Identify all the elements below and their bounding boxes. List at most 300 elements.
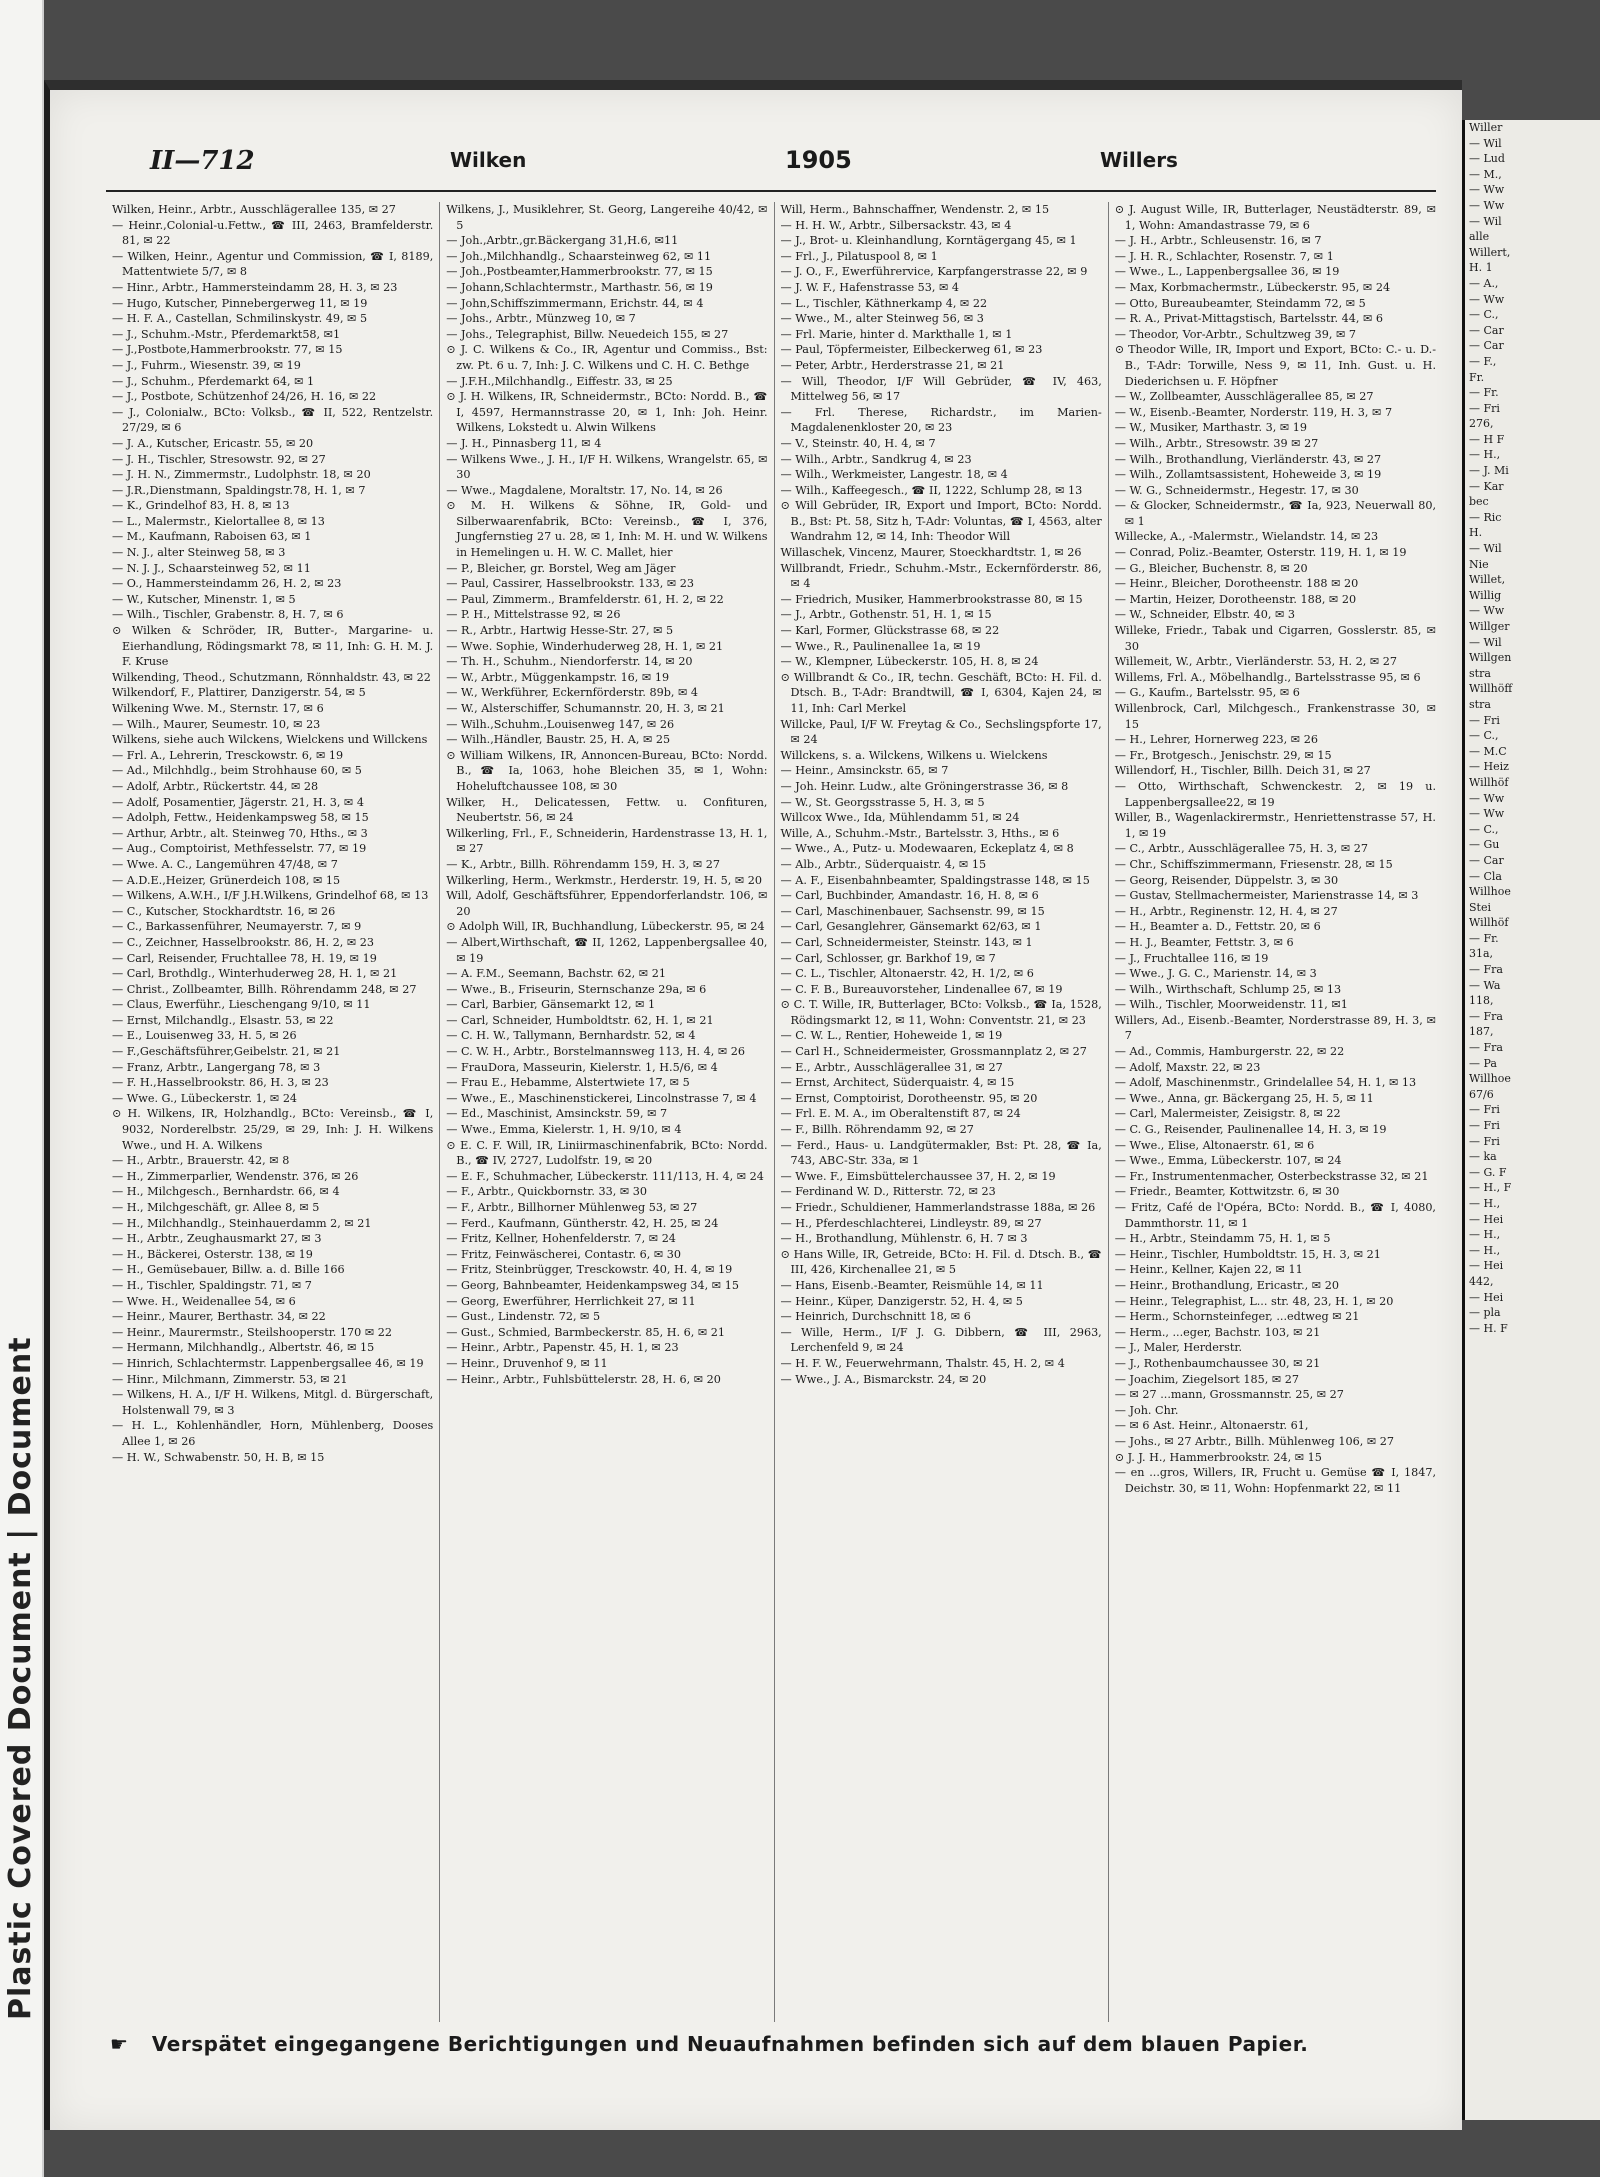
directory-entry: — W., St. Georgsstrasse 5, H. 3, ✉ 5 xyxy=(780,795,985,809)
directory-entry: — Wilh., Brothandlung, Vierländerstr. 43, ✉ 27 xyxy=(1114,452,1382,466)
side-page-fragment: — H., xyxy=(1469,448,1501,462)
side-page-fragment: Fr. xyxy=(1469,370,1485,384)
directory-entry: Willckens, s. a. Wilckens, Wilkens u. Wielckens xyxy=(780,748,1048,762)
directory-entry: Will, Adolf, Geschäftsführer, Eppendorferlandstr. 106, ✉ 20 xyxy=(446,889,768,918)
directory-entry: — Otto, Bureaubeamter, Steindamm 72, ✉ 5 xyxy=(1114,296,1366,310)
directory-entry: — Heinr., Brothandlung, Ericastr., ✉ 20 xyxy=(1114,1278,1339,1292)
directory-entry: — Wilh., Arbtr., Stresowstr. 39 ✉ 27 xyxy=(1114,436,1319,450)
directory-entry: — Ad., Milchhdlg., beim Strohhause 60, ✉ 5 xyxy=(112,764,362,778)
directory-entry: — H., Brothandlung, Mühlenstr. 6, H. 7 ✉ 3 xyxy=(780,1232,1028,1246)
directory-entry: — H., Milchgeschäft, gr. Allee 8, ✉ 5 xyxy=(112,1201,320,1214)
directory-entry: Wilkending, Theod., Schutzmann, Rönnhaldstr. 43, ✉ 22 xyxy=(112,670,431,684)
directory-entry: Wille, A., Schuhm.-Mstr., Bartelsstr. 3, Hths., ✉ 6 xyxy=(780,826,1060,840)
side-page-fragment: Willhöff xyxy=(1469,682,1513,696)
directory-entry: Wilkerling, Frl., F., Schneiderin, Hardenstrasse 13, H. 1, ✉ 27 xyxy=(446,826,768,856)
directory-entry: ⊙ M. H. Wilkens & Söhne, IR, Gold- und Silberwaarenfabrik, BCto: Vereinsb., ☎ I, 376, Jungfernstieg 27 u. 28, ✉ 1, Inh: M. H. und W. Wilkens in Hemelingen u. H. W. C. Mallet, hier xyxy=(446,499,768,560)
directory-entry: — H., Zimmerparlier, Wendenstr. 376, ✉ 26 xyxy=(112,1169,359,1183)
directory-entry: Wilkendorf, F., Plattirer, Danzigerstr. 54, ✉ 5 xyxy=(112,686,366,700)
directory-entry: Willems, Frl. A., Möbelhandlg., Bartelsstrasse 95, ✉ 6 xyxy=(1114,670,1421,684)
directory-entry: — Heinr., Maurermstr., Steilshooperstr. 170 ✉ 22 xyxy=(112,1325,392,1339)
directory-entry: — Chr., Schiffszimmermann, Friesenstr. 28, ✉ 15 xyxy=(1114,857,1393,871)
side-page-fragment: — Fra xyxy=(1469,1041,1503,1055)
directory-entry: — L., Tischler, Käthnerkamp 4, ✉ 22 xyxy=(780,296,988,310)
directory-entry: — Joh. Heinr. Ludw., alte Gröningerstrasse 36, ✉ 8 xyxy=(780,779,1069,793)
directory-entry: — H., Arbtr., Steindamm 75, H. 1, ✉ 5 xyxy=(1114,1232,1331,1246)
directory-entry: — W. G., Schneidermstr., Hegestr. 17, ✉ 30 xyxy=(1114,483,1359,497)
side-page-fragment: Willhöf xyxy=(1469,916,1509,930)
directory-entry: — Johs., ✉ 27 Arbtr., Billh. Mühlenweg 106, ✉ 27 xyxy=(1114,1434,1395,1448)
directory-entry: — Heinr., Bleicher, Dorotheenstr. 188 ✉ 20 xyxy=(1114,577,1359,591)
directory-entry: — Carl, Reisender, Fruchtallee 78, H. 19, ✉ 19 xyxy=(112,951,377,965)
directory-entry: — R., Arbtr., Hartwig Hesse-Str. 27, ✉ 5 xyxy=(446,624,674,638)
directory-entry: — E. F., Schuhmacher, Lübeckerstr. 111/113, H. 4, ✉ 24 xyxy=(446,1169,764,1183)
directory-entry: — N. J., alter Steinweg 58, ✉ 3 xyxy=(112,546,286,560)
directory-entry: ⊙ J. H. Wilkens, IR, Schneidermstr., BCto: Nordd. B., ☎ I, 4597, Hermannstrasse 20, ✉ 1, Inh: Joh. Heinr. Wilkens, Lokstedt u. Alwin Wilkens xyxy=(446,390,768,435)
directory-entry: — Wwe., R., Paulinenallee 1a, ✉ 19 xyxy=(780,639,981,653)
directory-entry: — J. W. F., Hafenstrasse 53, ✉ 4 xyxy=(780,280,960,294)
side-page-fragment: — Fri xyxy=(1469,1134,1500,1148)
directory-entry: — Frl. Marie, hinter d. Markthalle 1, ✉ 1 xyxy=(780,327,1013,341)
directory-entry: — O., Hammersteindamm 26, H. 2, ✉ 23 xyxy=(112,577,342,591)
directory-entry: — Wilh., Tischler, Moorweidenstr. 11, ✉1 xyxy=(1114,998,1348,1012)
directory-entry: — Wwe., J. A., Bismarckstr. 24, ✉ 20 xyxy=(780,1372,987,1386)
directory-entry: — Johs., Telegraphist, Billw. Neuedeich 155, ✉ 27 xyxy=(446,327,729,341)
directory-entry: — Ed., Maschinist, Amsinckstr. 59, ✉ 7 xyxy=(446,1107,668,1121)
side-page-fragment: — H F xyxy=(1469,432,1505,446)
directory-entry: — H., Arbtr., Reginenstr. 12, H. 4, ✉ 27 xyxy=(1114,904,1338,918)
directory-entry: Willcox Wwe., Ida, Mühlendamm 51, ✉ 24 xyxy=(780,811,1020,825)
directory-entry: — Ernst, Architect, Süderquaistr. 4, ✉ 15 xyxy=(780,1076,1015,1090)
directory-entry: — Wilh., Arbtr., Sandkrug 4, ✉ 23 xyxy=(780,452,972,466)
side-page-fragment: — Ww xyxy=(1469,198,1505,212)
column-1 xyxy=(106,202,440,2022)
directory-entry: — H., Lehrer, Hornerweg 223, ✉ 26 xyxy=(1114,733,1318,747)
directory-entry: — J., Colonialw., BCto: Volksb., ☎ II, 522, Rentzelstr. 27/29, ✉ 6 xyxy=(112,405,434,435)
directory-entry: — Adolf, Maschinenmstr., Grindelallee 54, H. 1, ✉ 13 xyxy=(1114,1076,1417,1090)
side-page-fragment: — Hei xyxy=(1469,1290,1504,1304)
directory-entry: — J., Fuhrm., Wiesenstr. 39, ✉ 19 xyxy=(112,358,301,372)
directory-entry: — J.,Postbote,Hammerbrookstr. 77, ✉ 15 xyxy=(112,343,343,357)
side-page-fragment: — Kar xyxy=(1469,479,1504,493)
directory-entry: — H. W., Schwabenstr. 50, H. B, ✉ 15 xyxy=(112,1450,325,1464)
directory-entry: — F.,Geschäftsführer,Geibelstr. 21, ✉ 21 xyxy=(112,1045,341,1059)
side-page-fragment: — H. F xyxy=(1469,1321,1508,1335)
directory-entry: — Wilh.,Schuhm.,Louisenweg 147, ✉ 26 xyxy=(446,717,675,731)
directory-entry: — Joh.,Arbtr.,gr.Bäckergang 31,H.6, ✉11 xyxy=(446,234,679,248)
directory-entry: Willcke, Paul, I/F W. Freytag & Co., Sechslingspforte 17, ✉ 24 xyxy=(780,717,1102,747)
directory-entry: — J.R.,Dienstmann, Spaldingstr.78, H. 1, ✉ 7 xyxy=(112,483,366,497)
directory-entry: — Wwe., Emma, Lübeckerstr. 107, ✉ 24 xyxy=(1114,1154,1342,1168)
directory-entry: — Wilh., Werkmeister, Langestr. 18, ✉ 4 xyxy=(780,468,1008,482)
side-page-fragment: — Cla xyxy=(1469,869,1502,883)
directory-entry: Wilkening Wwe. M., Sternstr. 17, ✉ 6 xyxy=(112,702,324,715)
directory-entry: ⊙ Hans Wille, IR, Getreide, BCto: H. Fil. d. Dtsch. B., ☎ III, 426, Kirchenallee 21, ✉ 5 xyxy=(780,1247,1102,1277)
directory-entry: — Carl, Barbier, Gänsemarkt 12, ✉ 1 xyxy=(446,998,656,1012)
directory-entry: — C., Zeichner, Hasselbrookstr. 86, H. 2, ✉ 23 xyxy=(112,935,375,949)
directory-entry: — W., Musiker, Marthastr. 3, ✉ 19 xyxy=(1114,421,1308,435)
side-page-fragment: 118, xyxy=(1469,994,1494,1008)
side-page-fragment: Willert, xyxy=(1469,245,1511,259)
directory-entry: ⊙ Adolph Will, IR, Buchhandlung, Lübeckerstr. 95, ✉ 24 xyxy=(446,920,765,934)
directory-entry: — H., Arbtr., Zeughausmarkt 27, ✉ 3 xyxy=(112,1232,322,1246)
directory-entry: — ✉ 27 ...mann, Grossmannstr. 25, ✉ 27 xyxy=(1114,1388,1344,1402)
directory-page xyxy=(44,80,1462,2130)
side-page-fragment: Willer xyxy=(1469,121,1503,134)
side-page-fragment: — C., xyxy=(1469,308,1499,322)
directory-entry: — Joh.,Postbeamter,Hammerbrookstr. 77, ✉ 15 xyxy=(446,265,713,279)
directory-entry: — N. J. J., Schaarsteinweg 52, ✉ 11 xyxy=(112,561,311,575)
directory-entry: — C., Barkassenführer, Neumayerstr. 7, ✉ 9 xyxy=(112,920,362,934)
side-page-fragment: Nie xyxy=(1469,557,1489,571)
directory-entry: — J., Fruchtallee 116, ✉ 19 xyxy=(1114,951,1269,965)
spine-label: Plastic Covered Document | Document xyxy=(3,1336,38,2020)
side-page-fragment: — M.C xyxy=(1469,744,1507,758)
directory-entry: — Heinr.,Colonial-u.Fettw., ☎ III, 2463, Bramfelderstr. 81, ✉ 22 xyxy=(112,218,434,248)
side-page-fragment: Willig xyxy=(1469,588,1502,602)
directory-entry: — Fritz, Kellner, Hohenfelderstr. 7, ✉ 24 xyxy=(446,1232,676,1246)
directory-entry: — Hans, Eisenb.-Beamter, Reismühle 14, ✉ 11 xyxy=(780,1278,1044,1292)
side-page-fragment: — Ww xyxy=(1469,791,1505,805)
directory-entry: — Wilh., Wirthschaft, Schlump 25, ✉ 13 xyxy=(1114,982,1342,996)
directory-entry: — Wilkens, H. A., I/F H. Wilkens, Mitgl. d. Bürgerschaft, Holstenwall 79, ✉ 3 xyxy=(112,1388,434,1417)
side-page-fragment: Willet, xyxy=(1469,573,1506,587)
side-page-fragment: stra xyxy=(1469,697,1491,711)
directory-entry: — Wwe., Elise, Altonaerstr. 61, ✉ 6 xyxy=(1114,1138,1315,1152)
directory-entry: — Theodor, Vor-Arbtr., Schultzweg 39, ✉ 7 xyxy=(1114,327,1357,341)
directory-entry: Willbrandt, Friedr., Schuhm.-Mstr., Eckernförderstr. 86, ✉ 4 xyxy=(780,561,1102,591)
directory-entry: Will, Herm., Bahnschaffner, Wendenstr. 2, ✉ 15 xyxy=(780,203,1050,216)
directory-entry: — Frl. A., Lehrerin, Tresckowstr. 6, ✉ 19 xyxy=(112,748,344,762)
side-page-fragment: — Gu xyxy=(1469,838,1500,852)
directory-entry: — W., Zollbeamter, Ausschlägerallee 85, ✉ 27 xyxy=(1114,390,1374,404)
header-year: 1905 xyxy=(785,146,852,174)
side-page-fragment: — Wil xyxy=(1469,214,1502,228)
header-right-word: Willers xyxy=(1100,148,1178,172)
directory-entry: — ✉ 6 Ast. Heinr., Altonaerstr. 61, xyxy=(1114,1419,1309,1433)
directory-entry: ⊙ Will Gebrüder, IR, Export und Import, BCto: Nordd. B., Bst: Pt. 58, Sitz h, T-Adr: Voluntas, ☎ I, 4563, alter Wandrahm 12, ✉ 14, Inh: Theodor Will xyxy=(780,499,1102,544)
side-page-fragment: — Hei xyxy=(1469,1259,1504,1273)
directory-entry: Willendorf, H., Tischler, Billh. Deich 31, ✉ 27 xyxy=(1114,764,1371,778)
directory-entry: — Heinr., Kellner, Kajen 22, ✉ 11 xyxy=(1114,1263,1303,1277)
side-page-fragment: 442, xyxy=(1469,1274,1494,1288)
directory-entry: — Heinr., Arbtr., Fuhlsbüttelerstr. 28, H. 6, ✉ 20 xyxy=(446,1372,721,1386)
directory-entry: — Georg, Reisender, Düppelstr. 3, ✉ 30 xyxy=(1114,873,1339,887)
header-rule xyxy=(106,190,1436,192)
directory-entry: Wilker, H., Delicatessen, Fettw. u. Confituren, Neubertstr. 56, ✉ 24 xyxy=(446,795,768,825)
directory-entry: — J., Rothenbaumchaussee 30, ✉ 21 xyxy=(1114,1356,1321,1370)
directory-entry: — C. G., Reisender, Paulinenallee 14, H. 3, ✉ 19 xyxy=(1114,1123,1387,1137)
directory-entry: — Wwe. A. C., Langemühren 47/48, ✉ 7 xyxy=(112,857,338,871)
directory-entry: — Fritz, Feinwäscherei, Contastr. 6, ✉ 30 xyxy=(446,1247,682,1261)
directory-entry: — C. F. B., Bureauvorsteher, Lindenallee 67, ✉ 19 xyxy=(780,982,1063,996)
directory-entry: — W., Alsterschiffer, Schumannstr. 20, H. 3, ✉ 21 xyxy=(446,702,725,715)
directory-entry: — Paul, Zimmerm., Bramfelderstr. 61, H. 2, ✉ 22 xyxy=(446,592,724,606)
directory-entry: — Carl, Maschinenbauer, Sachsenstr. 99, ✉ 15 xyxy=(780,904,1045,918)
side-page-fragment: — Ww xyxy=(1469,292,1505,306)
directory-entry: — Heinr., Küper, Danzigerstr. 52, H. 4, ✉ 5 xyxy=(780,1294,1023,1308)
directory-entry: — Hinr., Arbtr., Hammersteindamm 28, H. 3, ✉ 23 xyxy=(112,280,398,294)
directory-entry: — Friedrich, Musiker, Hammerbrookstrasse 80, ✉ 15 xyxy=(780,592,1083,606)
directory-entry: — J. H. N., Zimmermstr., Ludolphstr. 18, ✉ 20 xyxy=(112,468,371,482)
directory-entry: — Heinr., Druvenhof 9, ✉ 11 xyxy=(446,1356,608,1370)
directory-entry: Willemeit, W., Arbtr., Vierländerstr. 53, H. 2, ✉ 27 xyxy=(1114,655,1397,669)
directory-entry: — F., Billh. Röhrendamm 92, ✉ 27 xyxy=(780,1123,974,1137)
directory-entry: — E., Arbtr., Ausschlägerallee 31, ✉ 27 xyxy=(780,1060,1003,1074)
directory-entry: — H. F. A., Castellan, Schmilinskystr. 49, ✉ 5 xyxy=(112,312,368,326)
directory-entry: — C. W. H., Arbtr., Borstelmannsweg 113, H. 4, ✉ 26 xyxy=(446,1045,746,1059)
directory-entry: — Wwe., J. G. C., Marienstr. 14, ✉ 3 xyxy=(1114,967,1317,981)
footer-note: Verspätet eingegangene Berichtigungen und Neuaufnahmen befinden sich auf dem blauen Papier. xyxy=(151,2032,1309,2056)
side-page-fragment: — H., xyxy=(1469,1196,1501,1210)
side-page-fragment: 276, xyxy=(1469,417,1494,431)
side-page-fragment: — Fra xyxy=(1469,963,1503,977)
directory-entry: — J. A., Kutscher, Ericastr. 55, ✉ 20 xyxy=(112,436,314,450)
directory-entry: — Johs., Arbtr., Münzweg 10, ✉ 7 xyxy=(446,312,636,326)
directory-columns xyxy=(106,202,1442,2022)
column-3 xyxy=(775,202,1109,2022)
directory-entry: — J., Schuhm.-Mstr., Pferdemarkt58, ✉1 xyxy=(112,327,341,341)
side-page-fragment: — Hei xyxy=(1469,1212,1504,1226)
directory-entry: — J. O., F., Ewerführervice, Karpfangerstrasse 22, ✉ 9 xyxy=(780,265,1088,279)
header-left-word: Wilken xyxy=(450,148,527,172)
side-page-fragment: — Ww xyxy=(1469,183,1505,197)
side-page-fragment: — A., xyxy=(1469,276,1499,290)
pointing-hand-icon: ☛ xyxy=(110,2032,129,2056)
directory-entry: — Th. H., Schuhm., Niendorferstr. 14, ✉ 20 xyxy=(446,655,693,669)
directory-entry: — C. L., Tischler, Altonaerstr. 42, H. 1/2, ✉ 6 xyxy=(780,967,1034,981)
directory-entry: — Frau E., Hebamme, Alstertwiete 17, ✉ 5 xyxy=(446,1076,690,1090)
directory-entry: — Heinr., Amsinckstr. 65, ✉ 7 xyxy=(780,764,949,778)
directory-entry: — en ...gros, Willers, IR, Frucht u. Gemüse ☎ I, 1847, Deichstr. 30, ✉ 11, Wohn: Hopfenmarkt 22, ✉ 11 xyxy=(1114,1466,1436,1495)
directory-entry: — Hinr., Milchmann, Zimmerstr. 53, ✉ 21 xyxy=(112,1372,348,1386)
directory-entry: — Wilh., Kaffeegesch., ☎ II, 1222, Schlump 28, ✉ 13 xyxy=(780,483,1083,497)
directory-entry: ⊙ Wilken & Schröder, IR, Butter-, Margarine- u. Eierhandlung, Rödingsmarkt 78, ✉ 11, Inh: G. H. M. J. F. Kruse xyxy=(112,624,434,669)
directory-entry: — M., Kaufmann, Raboisen 63, ✉ 1 xyxy=(112,530,312,544)
directory-entry: Wilkerling, Herm., Werkmstr., Herderstr. 19, H. 5, ✉ 20 xyxy=(446,873,762,887)
side-page-fragment: — Fr. xyxy=(1469,931,1499,945)
side-page-fragment: alle xyxy=(1469,230,1490,244)
directory-entry: — P., Bleicher, gr. Borstel, Weg am Jäger xyxy=(446,561,676,575)
side-page-fragment: — H., xyxy=(1469,1228,1501,1242)
directory-entry: — Conrad, Poliz.-Beamter, Osterstr. 119, H. 1, ✉ 19 xyxy=(1114,546,1407,560)
directory-entry: — J., Postbote, Schützenhof 24/26, H. 16, ✉ 22 xyxy=(112,390,377,404)
directory-entry: — Carl, Schneidermeister, Steinstr. 143, ✉ 1 xyxy=(780,935,1033,949)
side-page-fragment: — C., xyxy=(1469,822,1499,836)
directory-entry: — W., Eisenb.-Beamter, Norderstr. 119, H. 3, ✉ 7 xyxy=(1114,405,1393,419)
side-page-fragment: — Ric xyxy=(1469,510,1502,524)
directory-entry: — H., Gemüsebauer, Billw. a. d. Bille 166 xyxy=(112,1263,345,1277)
directory-entry: — Wilh., Zollamtsassistent, Hoheweide 3, ✉ 19 xyxy=(1114,468,1382,482)
directory-entry: — Paul, Cassirer, Hasselbrookstr. 133, ✉ 23 xyxy=(446,577,695,591)
side-page-fragment: — G. F xyxy=(1469,1165,1507,1179)
directory-entry: — Johann,Schlachtermstr., Marthastr. 56, ✉ 19 xyxy=(446,280,713,294)
directory-entry: — Albert,Wirthschaft, ☎ II, 1262, Lappenbergsallee 40, ✉ 19 xyxy=(446,935,768,965)
directory-entry: — & Glocker, Schneidermstr., ☎ Ia, 923, Neuerwall 80, ✉ 1 xyxy=(1114,499,1436,528)
side-page-fragment: Willgen xyxy=(1469,651,1512,665)
directory-entry: — Claus, Ewerführ., Lieschengang 9/10, ✉ 11 xyxy=(112,998,371,1012)
side-page-fragment: — Fri xyxy=(1469,401,1500,415)
directory-entry: — Wwe. F., Eimsbüttelerchaussee 37, H. 2, ✉ 19 xyxy=(780,1169,1056,1183)
directory-entry: — Joh. Chr. xyxy=(1114,1403,1179,1417)
directory-entry: — Wilkens, A.W.H., I/F J.H.Wilkens, Grindelhof 68, ✉ 13 xyxy=(112,889,429,903)
directory-entry: — W., Arbtr., Müggenkampstr. 16, ✉ 19 xyxy=(446,670,670,684)
directory-entry: — Ferd., Kaufmann, Güntherstr. 42, H. 25, ✉ 24 xyxy=(446,1216,719,1230)
directory-entry: — Max, Korbmachermstr., Lübeckerstr. 95, ✉ 24 xyxy=(1114,280,1391,294)
directory-entry: ⊙ H. Wilkens, IR, Holzhandlg., BCto: Vereinsb., ☎ I, 9032, Norderelbstr. 25/29, ✉ 29, Inh: J. H. Wilkens Wwe., und H. A. Wilkens xyxy=(112,1107,434,1152)
directory-entry: — H., Arbtr., Brauerstr. 42, ✉ 8 xyxy=(112,1154,290,1168)
directory-entry: — J. H., Arbtr., Schleusenstr. 16, ✉ 7 xyxy=(1114,234,1322,248)
directory-entry: — Carl, Schlosser, gr. Barkhof 19, ✉ 7 xyxy=(780,951,996,965)
directory-entry: — Wwe., M., alter Steinweg 56, ✉ 3 xyxy=(780,312,984,326)
directory-entry: Willenbrock, Carl, Milchgesch., Frankenstrasse 30, ✉ 15 xyxy=(1114,702,1436,731)
directory-entry: — A. F., Eisenbahnbeamter, Spaldingstrasse 148, ✉ 15 xyxy=(780,873,1090,887)
column-4 xyxy=(1109,202,1442,2022)
directory-entry: — F., Arbtr., Quickbornstr. 33, ✉ 30 xyxy=(446,1185,647,1199)
directory-entry: — Joachim, Ziegelsort 185, ✉ 27 xyxy=(1114,1372,1299,1386)
side-page-fragment: — Fri xyxy=(1469,713,1500,727)
directory-entry: ⊙ William Wilkens, IR, Annoncen-Bureau, BCto: Nordd. B., ☎ Ia, 1063, hohe Bleichen 35, ✉ 1, Wohn: Hoheluftchaussee 108, ✉ 30 xyxy=(446,748,768,793)
book-spine xyxy=(0,0,44,2177)
side-page-fragment: — Lud xyxy=(1469,152,1505,166)
directory-entry: — J. H., Tischler, Stresowstr. 92, ✉ 27 xyxy=(112,452,326,466)
directory-entry: — C., Kutscher, Stockhardtstr. 16, ✉ 26 xyxy=(112,904,336,918)
directory-entry: — J., Schuhm., Pferdemarkt 64, ✉ 1 xyxy=(112,374,315,388)
directory-entry: — Carl, Gesanglehrer, Gänsemarkt 62/63, ✉ 1 xyxy=(780,920,1042,934)
directory-entry: — Heinr., Maurer, Berthastr. 34, ✉ 22 xyxy=(112,1310,326,1324)
directory-entry: — Frl. E. M. A., im Oberaltenstift 87, ✉ 24 xyxy=(780,1107,1021,1121)
directory-entry: — Adolf, Arbtr., Rückertstr. 44, ✉ 28 xyxy=(112,779,319,793)
directory-entry: — Wwe., L., Lappenbergsallee 36, ✉ 19 xyxy=(1114,265,1340,279)
directory-entry: — Herm., ...eger, Bachstr. 103, ✉ 21 xyxy=(1114,1325,1321,1339)
side-page-fragment: — H., xyxy=(1469,1243,1501,1257)
directory-entry: — Joh.,Milchhandlg., Schaarsteinweg 62, ✉ 11 xyxy=(446,249,712,263)
directory-entry: — Karl, Former, Glückstrasse 68, ✉ 22 xyxy=(780,624,1000,638)
side-page-fragment: — Ww xyxy=(1469,807,1505,821)
directory-entry: — Heinr., Tischler, Humboldtstr. 15, H. 3, ✉ 21 xyxy=(1114,1247,1381,1261)
side-page-fragment: Willger xyxy=(1469,620,1510,633)
directory-entry: — Georg, Ewerführer, Herrlichkeit 27, ✉ 11 xyxy=(446,1294,696,1308)
directory-entry: — Fritz, Steinbrügger, Tresckowstr. 40, H. 4, ✉ 19 xyxy=(446,1263,733,1277)
directory-entry: — Franz, Arbtr., Langergang 78, ✉ 3 xyxy=(112,1060,321,1074)
directory-entry: — J., Maler, Herderstr. xyxy=(1114,1341,1243,1355)
directory-entry: — H. H. W., Arbtr., Silbersackstr. 43, ✉ 4 xyxy=(780,218,1012,232)
directory-entry: — Carl, Buchbinder, Amandastr. 16, H. 8, ✉ 6 xyxy=(780,889,1039,903)
directory-entry: — Martin, Heizer, Dorotheenstr. 188, ✉ 20 xyxy=(1114,592,1357,606)
directory-entry: — A. F.M., Seemann, Bachstr. 62, ✉ 21 xyxy=(446,967,666,981)
side-page-fragment: stra xyxy=(1469,666,1491,680)
directory-entry: — G., Kaufm., Bartelsstr. 95, ✉ 6 xyxy=(1114,686,1300,700)
directory-entry: — H. J., Beamter, Fettstr. 3, ✉ 6 xyxy=(1114,935,1294,949)
directory-entry: — Gustav, Stellmachermeister, Marienstrasse 14, ✉ 3 xyxy=(1114,889,1419,903)
page-number: II—712 xyxy=(150,146,255,176)
directory-entry: — Fr., Instrumentenmacher, Osterbeckstrasse 32, ✉ 21 xyxy=(1114,1169,1429,1183)
directory-entry: — Wilh., Tischler, Grabenstr. 8, H. 7, ✉ 6 xyxy=(112,608,344,622)
directory-entry: — Wwe., A., Putz- u. Modewaaren, Eckeplatz 4, ✉ 8 xyxy=(780,842,1074,856)
side-page-fragment: — Ww xyxy=(1469,604,1505,618)
directory-entry: — Adolf, Posamentier, Jägerstr. 21, H. 3, ✉ 4 xyxy=(112,795,364,809)
directory-entry: — Arthur, Arbtr., alt. Steinweg 70, Hths., ✉ 3 xyxy=(112,826,368,840)
directory-entry: — Herm., Schornsteinfeger, ...edtweg ✉ 21 xyxy=(1114,1310,1360,1324)
side-page-fragment: — Wil xyxy=(1469,136,1502,150)
side-page-fragment: — M., xyxy=(1469,167,1502,181)
directory-entry: — W., Kutscher, Minenstr. 1, ✉ 5 xyxy=(112,592,296,606)
directory-entry: — Wilkens Wwe., J. H., I/F H. Wilkens, Wrangelstr. 65, ✉ 30 xyxy=(446,452,768,482)
directory-entry: — Paul, Töpfermeister, Eilbeckerweg 61, ✉ 23 xyxy=(780,343,1043,357)
directory-entry: — Wilh., Maurer, Seumestr. 10, ✉ 23 xyxy=(112,717,321,731)
directory-entry: — J.F.H.,Milchhandlg., Eiffestr. 33, ✉ 25 xyxy=(446,374,673,388)
side-page-fragment: — Car xyxy=(1469,323,1504,337)
directory-entry: — E., Louisenweg 33, H. 5, ✉ 26 xyxy=(112,1029,297,1043)
side-page-fragment: — Fri xyxy=(1469,1103,1500,1117)
directory-entry: — V., Steinstr. 40, H. 4, ✉ 7 xyxy=(780,436,936,450)
directory-entry: — W., Werkführer, Eckernförderstr. 89b, ✉ 4 xyxy=(446,686,699,700)
directory-entry: — Otto, Wirthschaft, Schwenckestr. 2, ✉ 19 u. Lappenbergsallee22, ✉ 19 xyxy=(1114,779,1436,809)
directory-entry: Wilkens, J., Musiklehrer, St. Georg, Langereihe 40/42, ✉ 5 xyxy=(446,203,768,232)
side-page-fragment: — Wil xyxy=(1469,635,1502,649)
side-page-fragment: — Car xyxy=(1469,853,1504,867)
directory-entry: Wilken, Heinr., Arbtr., Ausschlägerallee 135, ✉ 27 xyxy=(112,203,396,216)
directory-entry: — P. H., Mittelstrasse 92, ✉ 26 xyxy=(446,608,621,622)
directory-entry: — H., Pferdeschlachterei, Lindleystr. 89, ✉ 27 xyxy=(780,1216,1042,1230)
side-page-fragment: — Pa xyxy=(1469,1056,1497,1070)
directory-entry: — R. A., Privat-Mittagstisch, Bartelsstr. 44, ✉ 6 xyxy=(1114,312,1384,326)
directory-entry: — H., Beamter a. D., Fettstr. 20, ✉ 6 xyxy=(1114,920,1321,934)
directory-entry: — Wwe., B., Friseurin, Sternschanze 29a, ✉ 6 xyxy=(446,982,707,996)
directory-entry: — Wwe., E., Maschinenstickerei, Lincolnstrasse 7, ✉ 4 xyxy=(446,1091,757,1105)
directory-entry: — Hermann, Milchhandlg., Albertstr. 46, ✉ 15 xyxy=(112,1341,375,1355)
side-page-fragment: — Wa xyxy=(1469,978,1501,992)
directory-entry: — Frl., J., Pilatuspool 8, ✉ 1 xyxy=(780,249,938,263)
directory-entry: — A.D.E.,Heizer, Grünerdeich 108, ✉ 15 xyxy=(112,873,341,887)
directory-entry: — Christ., Zollbeamter, Billh. Röhrendamm 248, ✉ 27 xyxy=(112,982,417,996)
directory-entry: — H. L., Kohlenhändler, Horn, Mühlenberg, Dooses Allee 1, ✉ 26 xyxy=(112,1419,434,1448)
directory-entry: — Friedr., Schuldiener, Hammerlandstrasse 188a, ✉ 26 xyxy=(780,1201,1096,1214)
directory-entry: — H., Milchgesch., Bernhardstr. 66, ✉ 4 xyxy=(112,1185,340,1199)
directory-entry: — K., Grindelhof 83, H. 8, ✉ 13 xyxy=(112,499,290,513)
directory-entry: — C. W. L., Rentier, Hoheweide 1, ✉ 19 xyxy=(780,1029,1003,1043)
directory-entry: — Hinrich, Schlachtermstr. Lappenbergsallee 46, ✉ 19 xyxy=(112,1356,424,1370)
side-page-fragment: Willhoe xyxy=(1469,885,1511,899)
directory-entry: — Heinr., Telegraphist, L... str. 48, 23, H. 1, ✉ 20 xyxy=(1114,1294,1394,1308)
directory-entry: ⊙ E. C. F. Will, IR, Liniirmaschinenfabrik, BCto: Nordd. B., ☎ IV, 2727, Ludolfstr. 19, ✉ 20 xyxy=(446,1138,768,1168)
directory-entry: — John,Schiffszimmermann, Erichstr. 44, ✉ 4 xyxy=(446,296,704,310)
directory-entry: — Wilh.,Händler, Baustr. 25, H. A, ✉ 25 xyxy=(446,733,671,747)
side-page-fragment: Stei xyxy=(1469,900,1491,914)
directory-entry: ⊙ J. J. H., Hammerbrookstr. 24, ✉ 15 xyxy=(1114,1450,1322,1464)
directory-entry: ⊙ Willbrandt & Co., IR, techn. Geschäft, BCto: H. Fil. d. Dtsch. B., T-Adr: Brandtwill, ☎ I, 6304, Kajen 24, ✉ 11, Inh: Carl Merkel xyxy=(780,670,1102,715)
side-page-fragment: 187, xyxy=(1469,1025,1494,1039)
directory-entry: — Wwe. Sophie, Winderhuderweg 28, H. 1, ✉ 21 xyxy=(446,639,724,653)
directory-entry: ⊙ C. T. Wille, IR, Butterlager, BCto: Volksb., ☎ Ia, 1528, Rödingsmarkt 12, ✉ 11, Wohn: Conventstr. 21, ✉ 23 xyxy=(780,998,1102,1027)
directory-entry: — Georg, Bahnbeamter, Heidenkampsweg 34, ✉ 15 xyxy=(446,1278,739,1292)
directory-entry: — Hugo, Kutscher, Pinnebergerweg 11, ✉ 19 xyxy=(112,296,368,310)
directory-entry: — Ad., Commis, Hamburgerstr. 22, ✉ 22 xyxy=(1114,1045,1345,1059)
directory-entry: — Ernst, Milchandlg., Elsastr. 53, ✉ 22 xyxy=(112,1013,334,1027)
directory-entry: — Frl. Therese, Richardstr., im Marien-Magdalenenkloster 20, ✉ 23 xyxy=(780,405,1102,435)
directory-entry: — Ferd., Haus- u. Landgütermakler, Bst: Pt. 28, ☎ Ia, 743, ABC-Str. 33a, ✉ 1 xyxy=(780,1138,1102,1168)
directory-entry: — Wilken, Heinr., Agentur und Commission, ☎ I, 8189, Mattentwiete 5/7, ✉ 8 xyxy=(112,249,434,279)
directory-entry: — Carl, Schneider, Humboldtstr. 62, H. 1, ✉ 21 xyxy=(446,1013,714,1027)
directory-entry: — Fritz, Café de l'Opéra, BCto: Nordd. B., ☎ I, 4080, Dammthorstr. 11, ✉ 1 xyxy=(1114,1201,1436,1230)
directory-entry: — W., Klempner, Lübeckerstr. 105, H. 8, ✉ 24 xyxy=(780,655,1039,669)
side-page-fragment: — Fri xyxy=(1469,1119,1500,1132)
directory-entry: Willers, Ad., Eisenb.-Beamter, Norderstrasse 89, H. 3, ✉ 7 xyxy=(1114,1013,1436,1043)
side-page-fragment: — F., xyxy=(1469,354,1497,368)
directory-entry: Willeke, Friedr., Tabak und Cigarren, Gosslerstr. 85, ✉ 30 xyxy=(1114,624,1436,653)
side-page-fragment: Willhoe xyxy=(1469,1072,1511,1086)
directory-entry: — H. F. W., Feuerwehrmann, Thalstr. 45, H. 2, ✉ 4 xyxy=(780,1356,1065,1370)
directory-entry: — Ferdinand W. D., Ritterstr. 72, ✉ 23 xyxy=(780,1185,996,1199)
